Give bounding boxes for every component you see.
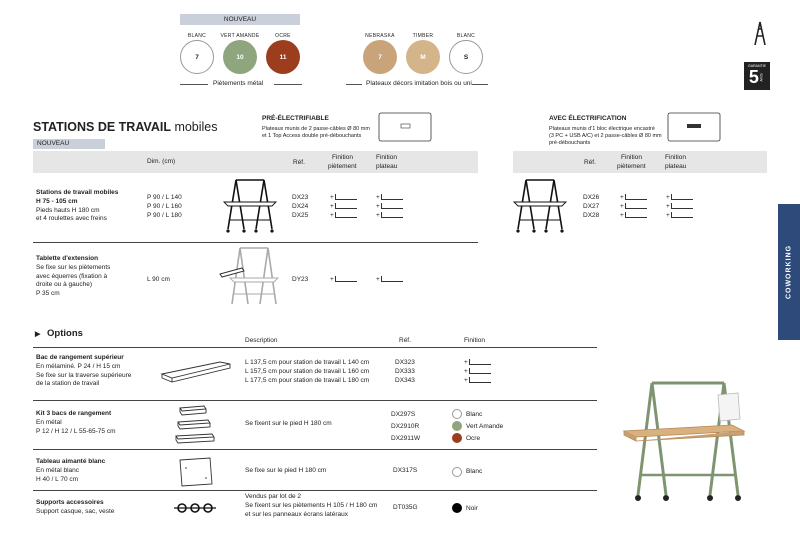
swatch-blanc	[180, 40, 214, 74]
header-line: Finition	[621, 154, 642, 161]
bac-fin	[464, 359, 491, 385]
supports-ref: DT035G	[393, 504, 418, 511]
swatch-ocre	[266, 40, 300, 74]
extension-shelf-drawing	[218, 244, 282, 308]
row-title: Tableau aimanté blanc	[36, 458, 106, 465]
bac-refs	[395, 359, 415, 385]
row-divider	[33, 242, 478, 243]
nouveau-label: NOUVEAU	[33, 139, 105, 149]
table-header-band	[33, 151, 478, 173]
tablette-fin-pie	[330, 276, 357, 285]
desc-line: et sur les panneaux écrans latéraux	[245, 510, 348, 518]
checkbox-field[interactable]	[671, 194, 693, 200]
tableau-fin: Blanc	[466, 468, 483, 475]
supports-fin: Noir	[466, 505, 478, 512]
header-fin-pietement-2	[617, 154, 646, 172]
swatch-vert-amande	[223, 40, 257, 74]
swatch-code: M	[420, 53, 426, 61]
row-divider	[33, 449, 597, 450]
divider	[180, 84, 208, 85]
row-title: Tablette d'extension	[36, 255, 99, 262]
tablette-ref: DY23	[292, 276, 309, 283]
sidebar-label: COWORKING	[785, 244, 793, 300]
ref-value: DX26	[583, 194, 600, 201]
stations-label	[36, 189, 118, 224]
row-desc: Se fixe sur les piètements	[36, 263, 111, 271]
swatch-code: S	[463, 53, 469, 61]
finish-dot-noir	[452, 503, 462, 513]
row-title: Supports accessoires	[36, 499, 104, 506]
checkbox-field[interactable]	[469, 368, 491, 374]
divider	[274, 84, 302, 85]
stations-fin-pla-pre	[376, 194, 403, 220]
header-fin-pietement	[328, 154, 357, 172]
row-desc: droite ou à gauche)	[36, 281, 93, 289]
finish-dot-vert-amande	[452, 421, 462, 431]
dim-value: P 90 / L 180	[147, 211, 182, 219]
tableau-label	[36, 458, 105, 484]
pre-elec-title: PRÉ-ÉLECTRIFIABLE	[262, 115, 329, 122]
row-subtitle: H 75 - 105 cm	[36, 197, 78, 205]
tableau-ref: DX317S	[393, 467, 418, 474]
desc-line: L 177,5 cm pour station de travail L 180 cm	[245, 376, 370, 384]
supports-desc	[245, 493, 377, 519]
finish-dot-blanc	[452, 409, 462, 419]
plateaux-caption: Plateaux décors imitation bois ou uni	[366, 80, 472, 87]
swatch-label-nebraska: NEBRASKA	[365, 33, 395, 39]
desc-line: Plateaux munis d'1 bloc électrique encastré	[549, 126, 655, 132]
mobile-workstation-drawing	[222, 176, 278, 234]
header-dim: Dim. (cm)	[147, 158, 176, 165]
ref-value: DX24	[292, 202, 309, 210]
swatch-label-ocre: OCRE	[275, 33, 291, 39]
header-line: piètement	[617, 162, 646, 170]
options-col-desc: Description	[245, 337, 278, 344]
swatch-blanc-plateau	[449, 40, 483, 74]
plus-sign: +	[666, 202, 670, 210]
plus-sign: +	[464, 359, 468, 366]
plus-sign: +	[620, 202, 624, 210]
plus-sign: +	[376, 211, 380, 219]
mobile-workstation-elec-drawing	[512, 176, 568, 234]
checkbox-field[interactable]	[671, 203, 693, 209]
kit-refs	[391, 409, 420, 445]
finish-label: Vert Amande	[466, 423, 504, 430]
dim-value: P 90 / L 140	[147, 194, 182, 201]
divider	[346, 84, 362, 85]
bac-desc-lines	[245, 359, 369, 385]
row-desc: et 4 roulettes avec freins	[36, 215, 107, 223]
checkbox-field[interactable]	[335, 203, 357, 209]
swatch-nebraska	[363, 40, 397, 74]
checkbox-field[interactable]	[625, 194, 647, 200]
finish-label: Blanc	[466, 411, 483, 418]
swatch-code: 10	[236, 53, 244, 61]
ladder-icon	[751, 20, 769, 46]
options-heading	[35, 328, 83, 339]
plus-sign: +	[330, 202, 334, 210]
nouveau-tag: NOUVEAU	[180, 14, 300, 25]
checkbox-field[interactable]	[625, 212, 647, 218]
swatch-code: 7	[378, 53, 382, 61]
title-main: STATIONS DE TRAVAIL	[33, 120, 171, 134]
plus-sign: +	[666, 211, 670, 219]
header-fin-plateau-2	[665, 154, 686, 172]
checkbox-field[interactable]	[335, 212, 357, 218]
plus-sign: +	[330, 194, 334, 201]
ref-value: DX323	[395, 359, 415, 366]
desc-line: L 137,5 cm pour station de travail L 140 cm	[245, 359, 370, 366]
ref-value: DX297S	[391, 411, 416, 418]
row-desc: P 12 / H 12 / L 55-65-75 cm	[36, 427, 116, 435]
checkbox-field[interactable]	[335, 276, 357, 282]
stations-fin-pla-avec	[666, 194, 693, 220]
header-line: piètement	[328, 162, 357, 170]
row-desc: En métal blanc	[36, 466, 79, 474]
ref-value: DX28	[583, 211, 600, 219]
row-title: Bac de rangement supérieur	[36, 354, 124, 361]
checkbox-field[interactable]	[469, 359, 491, 365]
plus-sign: +	[376, 194, 380, 201]
tablette-label	[36, 255, 110, 299]
desc-line: et 1 Top Access double pré-débouchants	[262, 133, 362, 140]
row-divider	[33, 400, 597, 401]
storage-tray-drawing	[160, 358, 232, 384]
desc-line: Plateaux munis de 2 passe-câbles Ø 80 mm	[262, 126, 370, 132]
header-line: plateau	[376, 162, 398, 170]
checkbox-field[interactable]	[469, 377, 491, 383]
page-title	[33, 120, 218, 134]
header-fin-plateau	[376, 154, 397, 172]
swatch-timber	[406, 40, 440, 74]
swatch-label-vert-amande: VERT AMANDE	[220, 33, 260, 39]
checkbox-field[interactable]	[381, 212, 403, 218]
ref-value: DX23	[292, 194, 309, 201]
ref-value: DX2910R	[391, 423, 420, 430]
kit-fins	[466, 409, 503, 445]
row-desc: de la station de travail	[36, 380, 100, 388]
row-desc: avec équerres (fixation à	[36, 272, 108, 280]
finish-dot-blanc	[452, 467, 462, 477]
tableau-desc: Se fixe sur le pied H 180 cm	[245, 467, 327, 474]
supports-label	[36, 499, 114, 517]
row-desc: En mélaminé. P 24 / H 15 cm	[36, 362, 121, 370]
desc-line: Vendus par lot de 2	[245, 493, 302, 500]
badge-number: 5	[748, 67, 759, 87]
accessory-hooks-drawing	[172, 500, 218, 516]
workstation-photo	[620, 375, 750, 505]
tablette-dim: L 90 cm	[147, 276, 170, 283]
header-line: Finition	[665, 154, 686, 161]
row-desc: H 40 / L 70 cm	[36, 475, 79, 483]
row-desc: Support casque, sac, veste	[36, 507, 115, 515]
magnetic-board-drawing	[176, 456, 216, 488]
triangle-right-icon: ▶	[35, 331, 41, 338]
desc-line: pré-débouchants	[549, 140, 591, 147]
ref-value: DX25	[292, 211, 309, 219]
kit-label	[36, 410, 116, 436]
options-col-ref: Réf.	[399, 337, 411, 344]
plus-sign: +	[330, 276, 334, 283]
avec-elec-desc	[549, 126, 662, 147]
checkbox-field[interactable]	[335, 194, 357, 200]
row-desc: Pieds hauts H 180 cm	[36, 206, 100, 214]
desc-line: L 157,5 cm pour station de travail L 160 cm	[245, 367, 370, 375]
desc-line: Se fixent sur les piètements H 105 / H 180 cm	[245, 501, 378, 509]
row-desc: P 35 cm	[36, 290, 60, 298]
plus-sign: +	[464, 367, 468, 375]
bac-label	[36, 354, 131, 389]
divider	[472, 84, 488, 85]
plus-sign: +	[376, 276, 380, 283]
checkbox-field[interactable]	[381, 194, 403, 200]
storage-bins-drawing	[174, 404, 218, 444]
stations-dims	[147, 194, 182, 220]
stations-refs-avec	[583, 194, 599, 220]
header-ref-2: Réf.	[584, 159, 596, 166]
ref-value: DX27	[583, 202, 600, 210]
avec-elec-title: AVEC ÉLECTRIFICATION	[549, 115, 627, 122]
options-title: Options	[47, 328, 83, 339]
swatch-code: 7	[195, 53, 199, 61]
plus-sign: +	[464, 376, 468, 384]
header-ref: Réf.	[293, 159, 305, 166]
finish-label: Ocre	[466, 435, 481, 442]
badge-top: GARANTIE	[748, 64, 766, 68]
ref-value: DX343	[395, 376, 415, 384]
checkbox-field[interactable]	[381, 276, 403, 282]
row-title: Stations de travail mobiles	[36, 189, 119, 196]
title-sub: mobiles	[170, 120, 218, 134]
plus-sign: +	[376, 202, 380, 210]
row-desc: En métal	[36, 418, 62, 426]
row-title: Kit 3 bacs de rangement	[36, 410, 112, 417]
finish-dot-ocre	[452, 433, 462, 443]
swatch-label-blanc: BLANC	[187, 33, 207, 39]
kit-desc: Se fixent sur le pied H 180 cm	[245, 420, 332, 427]
plus-sign: +	[620, 194, 624, 201]
row-desc: Se fixe sur la traverse supérieure	[36, 371, 132, 379]
stations-fin-pie-avec	[620, 194, 647, 220]
header-line: Finition	[332, 154, 353, 161]
plus-sign: +	[330, 211, 334, 219]
swatch-label-blanc-plateau: BLANC	[456, 33, 476, 39]
ref-value: DX2911W	[391, 435, 421, 442]
tablette-fin-pla	[376, 276, 403, 285]
dim-value: P 90 / L 160	[147, 202, 182, 210]
row-divider	[33, 490, 597, 491]
coworking-sidebar-tab[interactable]	[778, 204, 800, 340]
desktop-top-access-icon	[378, 112, 432, 142]
stations-fin-pie-pre	[330, 194, 357, 220]
options-col-fin: Finition	[464, 337, 485, 344]
desc-line: (3 PC + USB A/C) et 2 passe-câbles Ø 80 mm	[549, 133, 662, 140]
header-line: plateau	[665, 162, 687, 170]
swatch-code: 11	[279, 53, 287, 61]
header-line: Finition	[376, 154, 397, 161]
checkbox-field[interactable]	[381, 203, 403, 209]
guarantee-badge	[744, 62, 770, 90]
plus-sign: +	[666, 194, 670, 201]
checkbox-field[interactable]	[625, 203, 647, 209]
stations-refs-pre	[292, 194, 308, 220]
plus-sign: +	[620, 211, 624, 219]
desktop-power-block-icon	[667, 112, 721, 142]
swatch-label-timber: TIMBER	[412, 33, 434, 39]
options-header-divider	[33, 347, 597, 348]
checkbox-field[interactable]	[671, 212, 693, 218]
ref-value: DX333	[395, 367, 415, 375]
pre-elec-desc	[262, 126, 370, 140]
badge-unit: ANS	[758, 72, 764, 82]
metal-caption: Piètements métal	[213, 80, 264, 87]
